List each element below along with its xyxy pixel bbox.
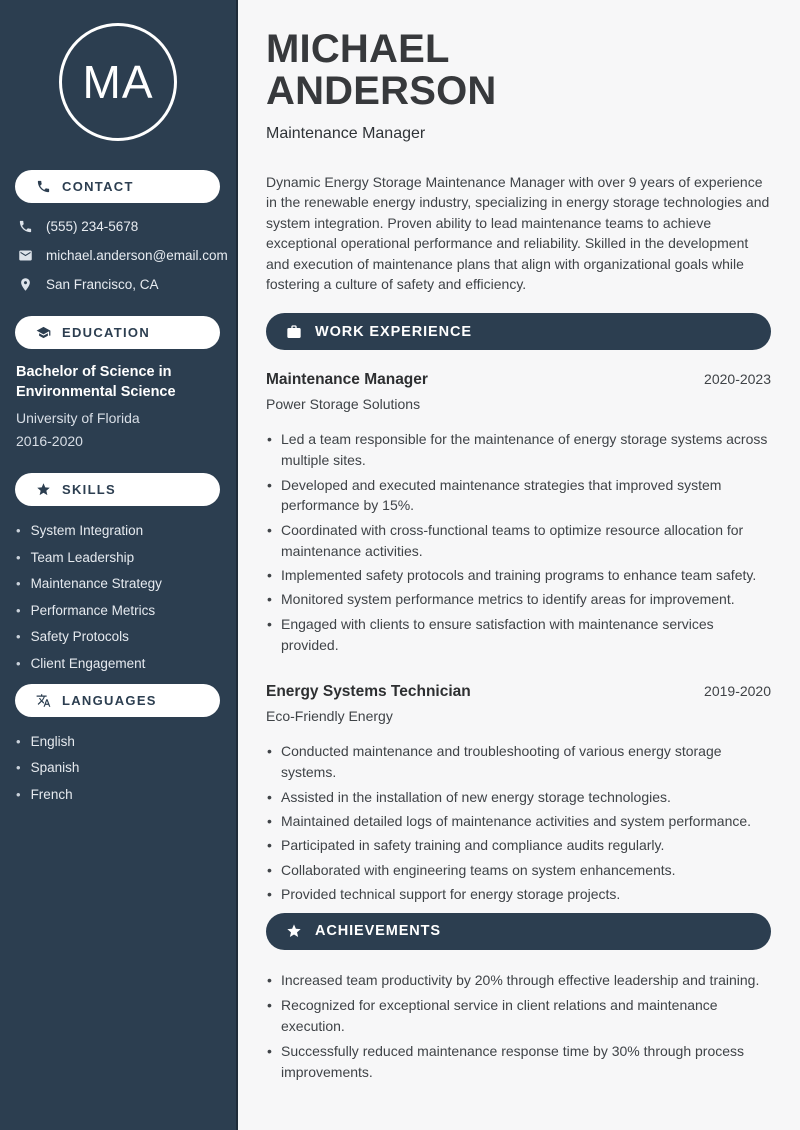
star-icon	[286, 923, 302, 939]
skill-item: • Performance Metrics	[16, 603, 236, 618]
resume-main	[238, 0, 800, 1130]
graduation-cap-icon	[36, 325, 51, 340]
skill-item: • System Integration	[16, 523, 236, 538]
location-text: San Francisco, CA	[46, 277, 159, 292]
skill-item: • Safety Protocols	[16, 629, 236, 644]
skill-item: • Team Leadership	[16, 550, 236, 565]
achievement-bullet: • Successfully reduced maintenance response time by 30% through process improvements.	[266, 1041, 771, 1083]
achievement-bullet: • Recognized for exceptional service in client relations and maintenance execution.	[266, 995, 771, 1037]
avatar	[59, 23, 177, 141]
phone-icon	[18, 219, 33, 234]
work-experience-title: WORK EXPERIENCE	[315, 323, 472, 340]
avatar-initials: MA	[82, 56, 154, 108]
person-last-name: ANDERSON	[266, 69, 497, 113]
summary-paragraph: Dynamic Energy Storage Maintenance Manager with over 9 years of experience in the renewable energy industry, specializing in energy storage technologies and system integration. Proven ability to lead maintenance teams to achieve exceptional operational performance and reliability. Skilled in the development and execution of maintenance plans that align with organizational goals while fostering a culture of safety and efficiency.	[266, 174, 770, 293]
job-bullet-list	[266, 429, 771, 655]
job-bullet: • Coordinated with cross-functional teams to optimize resource allocation for maintenance activities.	[266, 520, 771, 562]
languages-list	[0, 734, 236, 802]
job-bullet: • Maintained detailed logs of maintenance activities and system performance.	[266, 811, 771, 832]
contact-phone-row	[0, 219, 236, 234]
job-dates: 2020-2023	[704, 371, 771, 388]
contact-section-title: CONTACT	[62, 179, 134, 194]
school-name: University of Florida	[16, 410, 140, 426]
contact-list	[0, 219, 236, 292]
achievement-bullet: • Increased team productivity by 20% through effective leadership and training.	[266, 970, 771, 991]
job-company: Eco-Friendly Energy	[266, 708, 393, 725]
degree-name: Bachelor of Science in Environmental Science	[16, 364, 176, 400]
job-entry	[266, 683, 771, 905]
achievements-banner	[266, 913, 771, 950]
skills-section-title: SKILLS	[62, 482, 117, 497]
phone-number: (555) 234-5678	[46, 219, 139, 234]
job-bullet: • Provided technical support for energy storage projects.	[266, 884, 771, 905]
location-icon	[18, 277, 33, 292]
email-icon	[18, 248, 33, 263]
skills-section-header	[15, 473, 220, 506]
education-section-header	[15, 316, 220, 349]
person-name	[266, 28, 771, 112]
job-dates: 2019-2020	[704, 683, 771, 700]
languages-section-header	[15, 684, 220, 717]
contact-section-header	[15, 170, 220, 203]
skill-item: • Client Engagement	[16, 656, 236, 671]
job-position-title: Energy Systems Technician	[266, 683, 471, 701]
job-bullet: • Participated in safety training and compliance audits regularly.	[266, 835, 771, 856]
job-entry	[266, 371, 771, 655]
work-experience-banner	[266, 313, 771, 350]
job-bullet: • Conducted maintenance and troubleshooting of various energy storage systems.	[266, 741, 771, 783]
translate-icon	[36, 693, 51, 708]
job-bullet: • Collaborated with engineering teams on system enhancements.	[266, 860, 771, 881]
skills-list	[0, 523, 236, 671]
language-item: • French	[16, 787, 236, 802]
sidebar	[0, 0, 238, 1130]
skill-item: • Maintenance Strategy	[16, 576, 236, 591]
education-entry	[0, 349, 236, 449]
job-header	[266, 683, 771, 701]
job-bullet: • Assisted in the installation of new energy storage technologies.	[266, 787, 771, 808]
achievements-title: ACHIEVEMENTS	[315, 923, 442, 940]
languages-section-title: LANGUAGES	[62, 692, 157, 708]
job-header	[266, 371, 771, 389]
education-years: 2016-2020	[16, 433, 83, 449]
phone-icon	[36, 179, 51, 194]
briefcase-icon	[286, 324, 302, 340]
person-job-title: Maintenance Manager	[266, 125, 426, 142]
language-item: • English	[16, 734, 236, 749]
star-icon	[36, 482, 51, 497]
job-company: Power Storage Solutions	[266, 396, 421, 413]
education-section-title: EDUCATION	[62, 325, 151, 340]
job-bullet: • Implemented safety protocols and training programs to enhance team safety.	[266, 565, 771, 586]
contact-location-row	[0, 277, 236, 292]
job-position-title: Maintenance Manager	[266, 371, 428, 389]
email-address: michael.anderson@email.com	[46, 248, 228, 263]
job-bullet: • Led a team responsible for the maintenance of energy storage systems across multiple sites.	[266, 429, 771, 471]
job-bullet: • Engaged with clients to ensure satisfaction with maintenance services provided.	[266, 614, 771, 656]
language-item: • Spanish	[16, 760, 236, 775]
job-bullet: • Developed and executed maintenance strategies that improved system performance by 15%.	[266, 475, 771, 517]
achievements-list	[266, 970, 771, 1083]
job-bullet: • Monitored system performance metrics to identify areas for improvement.	[266, 589, 771, 610]
person-first-name: MICHAEL	[266, 27, 450, 71]
contact-email-row	[0, 248, 236, 263]
job-bullet-list	[266, 741, 771, 905]
